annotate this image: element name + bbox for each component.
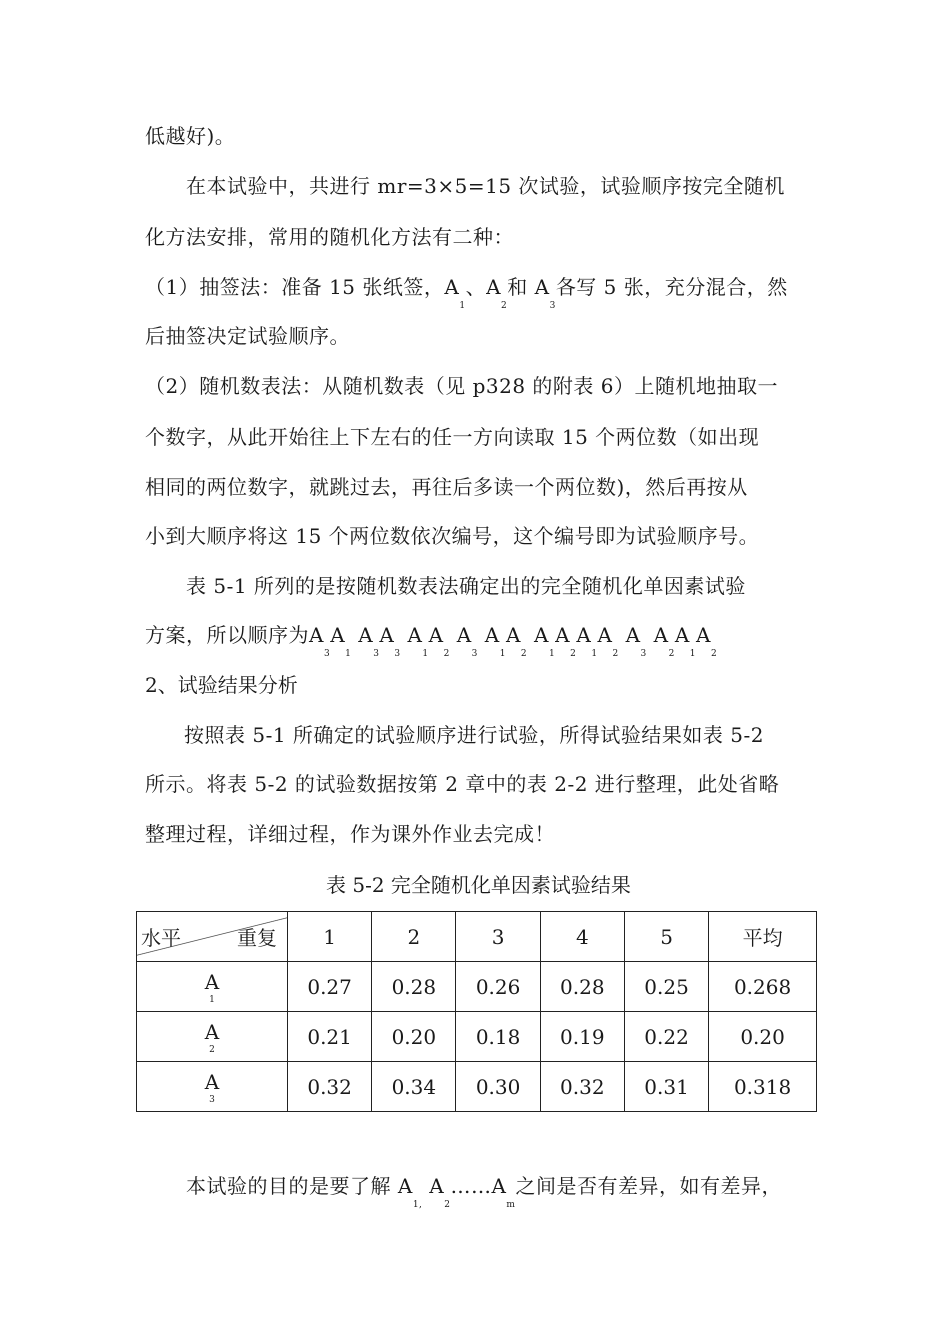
value-cell: 0.34 (372, 1062, 456, 1112)
subscript: 1 (459, 301, 466, 311)
results-table (136, 911, 817, 1112)
treatment-letter: A (653, 623, 669, 647)
text-span: 、A (465, 275, 502, 299)
subscript: m (506, 1200, 516, 1210)
subscript: 2 (570, 649, 577, 659)
paragraph-line: 整理过程，详细过程，作为课外作业去完成！ (145, 822, 555, 846)
paragraph-line: 化方法安排，常用的随机化方法有二种： (145, 225, 514, 249)
paragraph-line (186, 1172, 782, 1210)
table-header-row (137, 912, 817, 962)
subscript: 3 (373, 649, 380, 659)
row-label-cell (137, 1062, 288, 1112)
treatment-letter: A (696, 623, 711, 647)
table-row (137, 1012, 817, 1062)
value-cell: 0.18 (456, 1012, 540, 1062)
paragraph-line: 在本试验中，共进行 mr=3×5=15 次试验，试验顺序按完全随机 (186, 174, 785, 198)
value-cell: 0.318 (709, 1062, 817, 1112)
subscript: 2 (209, 1044, 215, 1055)
text-span: （1）抽签法：准备 15 张纸签，A (145, 275, 460, 299)
treatment-order-sequence (309, 623, 718, 659)
value-cell: 0.20 (372, 1012, 456, 1062)
treatment-letter: A (674, 623, 690, 647)
paragraph-line: 相同的两位数字，就跳过去，再往后多读一个两位数)，然后再按从 (145, 475, 748, 499)
treatment-letter: A (597, 623, 613, 647)
paragraph-line: 所示。将表 5-2 的试验数据按第 2 章中的表 2-2 进行整理，此处省略 (145, 772, 780, 796)
text-span: 本试验的目的是要了解 A (186, 1174, 413, 1198)
subscript: 2 (710, 649, 718, 659)
value-cell: 0.19 (540, 1012, 624, 1062)
subscript: 1 (499, 649, 506, 659)
row-label: A (204, 1069, 220, 1094)
header-cell: 4 (540, 912, 624, 962)
repeat-label: 重复 (237, 926, 277, 950)
treatment-letter: A (555, 623, 571, 647)
table-caption: 表 5-2 完全随机化单因素试验结果 (326, 873, 631, 897)
paragraph-line: 表 5-1 所列的是按随机数表法确定出的完全随机化单因素试验 (186, 574, 746, 598)
treatment-letter: A (330, 623, 346, 647)
row-label-cell (137, 1012, 288, 1062)
subscript: 3 (209, 1094, 215, 1105)
subscript: 3 (549, 301, 556, 311)
subscript: 1 (591, 649, 598, 659)
corner-header-cell (137, 912, 288, 962)
subscript: 1 (548, 649, 556, 659)
paragraph-line: 小到大顺序将这 15 个两位数依次编号，这个编号即为试验顺序号。 (145, 524, 760, 548)
value-cell: 0.32 (288, 1062, 372, 1112)
value-cell: 0.28 (540, 962, 624, 1012)
value-cell: 0.31 (624, 1062, 708, 1112)
value-cell: 0.22 (624, 1012, 708, 1062)
value-cell: 0.25 (624, 962, 708, 1012)
treatment-letter: A (533, 623, 549, 647)
table-row (137, 962, 817, 1012)
treatment-letter: A (484, 623, 500, 647)
value-cell: 0.20 (709, 1012, 817, 1062)
text-span: 各写 5 张，充分混合，然 (555, 275, 788, 299)
row-label: A (204, 1019, 220, 1044)
paragraph-line: 低越好)。 (145, 124, 236, 148)
subscript: 1 (422, 649, 429, 659)
value-cell: 0.21 (288, 1012, 372, 1062)
treatment-letter: A (456, 623, 472, 647)
subscript: 3 (471, 649, 478, 659)
header-cell: 平均 (709, 912, 817, 962)
subscript: 1 (689, 649, 697, 659)
value-cell: 0.268 (709, 962, 817, 1012)
subscript: 2 (520, 649, 528, 659)
treatment-letter: A (428, 623, 444, 647)
subscript: 3 (394, 649, 401, 659)
value-cell: 0.30 (456, 1062, 540, 1112)
value-cell: 0.26 (456, 962, 540, 1012)
paragraph-line (145, 273, 788, 311)
text-span: A (422, 1174, 445, 1198)
subscript: 2 (444, 1200, 451, 1210)
treatment-letter: A (576, 623, 592, 647)
level-label: 水平 (141, 926, 181, 950)
treatment-letter: A (379, 623, 395, 647)
text-span: 和 A (507, 275, 550, 299)
value-cell: 0.28 (372, 962, 456, 1012)
subscript: 3 (640, 649, 647, 659)
paragraph-line: 按照表 5-1 所确定的试验顺序进行试验，所得试验结果如表 5-2 (184, 723, 764, 747)
text-span: 之间是否有差异，如有差异， (515, 1174, 782, 1198)
treatment-letter: A (358, 623, 374, 647)
treatment-letter: A (625, 623, 641, 647)
header-cell: 2 (372, 912, 456, 962)
treatment-letter: A (505, 623, 521, 647)
subscript: 2 (501, 301, 508, 311)
header-cell: 3 (456, 912, 540, 962)
paragraph-line (145, 621, 718, 659)
subscript: 1 (209, 994, 215, 1005)
text-span: 方案，所以顺序为 (145, 623, 309, 647)
paragraph-line: 后抽签决定试验顺序。 (145, 324, 350, 348)
table-row (137, 1062, 817, 1112)
subscript: 3 (323, 649, 331, 659)
text-span: ……A (450, 1174, 507, 1198)
row-label-cell (137, 962, 288, 1012)
paragraph-line: （2）随机数表法：从随机数表（见 p328 的附表 6）上随机地抽取一 (145, 374, 778, 398)
header-cell: 1 (288, 912, 372, 962)
subscript: 2 (612, 649, 619, 659)
treatment-letter: A (407, 623, 423, 647)
section-heading: 2、试验结果分析 (145, 673, 298, 697)
paragraph-line: 个数字，从此开始往上下左右的任一方向读取 15 个两位数（如出现 (145, 425, 760, 449)
subscript: 2 (668, 649, 675, 659)
subscript: 2 (443, 649, 450, 659)
value-cell: 0.27 (288, 962, 372, 1012)
treatment-letter: A (309, 623, 324, 647)
row-label: A (204, 969, 220, 994)
header-cell: 5 (624, 912, 708, 962)
subscript: 1, (412, 1200, 423, 1210)
value-cell: 0.32 (540, 1062, 624, 1112)
subscript: 1 (345, 649, 352, 659)
